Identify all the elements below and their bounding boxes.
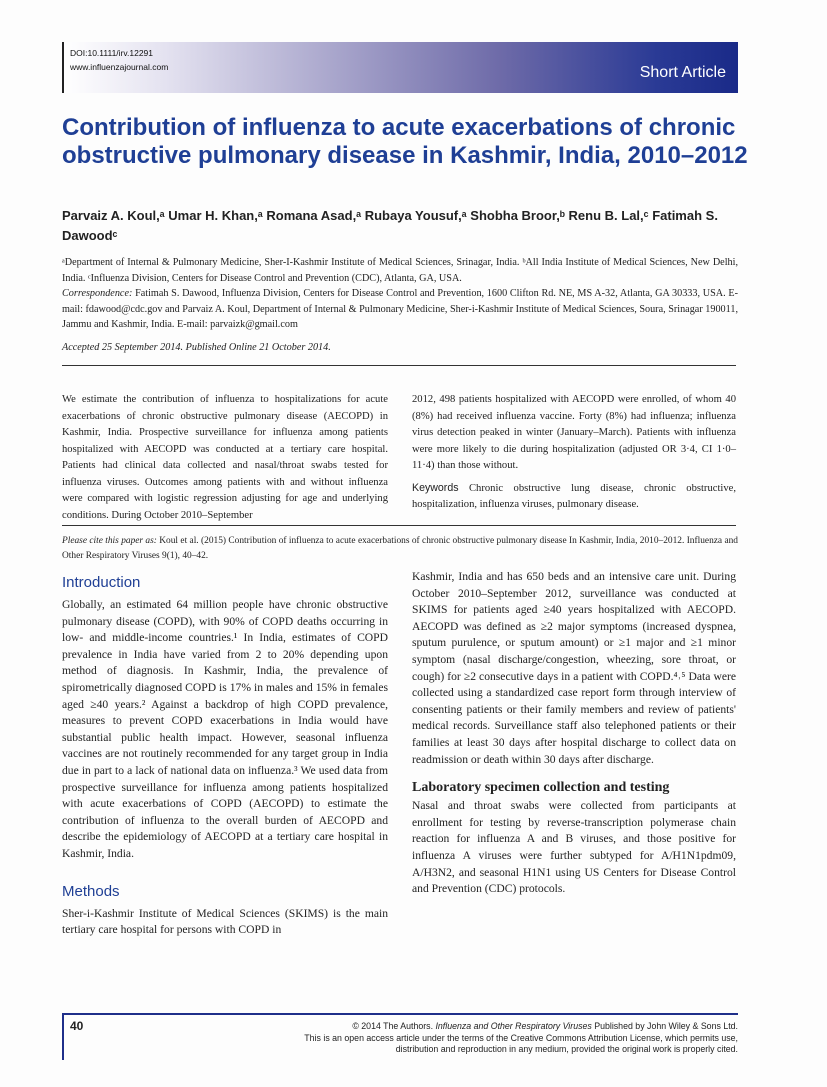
lab-heading: Laboratory specimen collection and testing bbox=[412, 780, 670, 796]
left-column bbox=[62, 574, 388, 939]
page-number: 40 bbox=[70, 1019, 84, 1033]
introduction-heading: Introduction bbox=[62, 574, 141, 591]
copyright-line: © 2014 The Authors. Influenza and Other Respiratory Viruses Published by John Wiley & Sons Ltd. bbox=[352, 1021, 738, 1031]
correspondence-text: Fatimah S. Dawood, Influenza Division, Centers for Disease Control and Prevention, 1600 Clifton Rd. NE, MS A-32, Atlanta, GA 30333, USA. E-mail: fdawood@cdc.gov and Parvaiz A. Koul, Department of Internal & Pulmonary Medicine, Sher-i-Kashmir Institute of Medical Sciences, Soura, Srinagar 190011, Jammu and Kashmir, India. E-mail: parvaizk@gmail.com bbox=[62, 288, 738, 330]
keywords bbox=[412, 480, 736, 514]
page-footer bbox=[62, 1013, 738, 1060]
abstract-right-text: 2012, 498 patients hospitalized with AECOPD were enrolled, of whom 40 (8%) had received influenza vaccine. Forty (8%) had influenza; influenza virus detection peaked in winter (January–March). Patients with influenza were more likely to die during hospitalization (adjusted OR 3·4, CI 1·0–11·4) than those without. bbox=[412, 394, 736, 471]
keywords-text: Chronic obstructive lung disease, chronic obstructive, hospitalization, influenza viruses, pulmonary disease. bbox=[412, 482, 736, 510]
correspondence-label: Correspondence: bbox=[62, 288, 133, 299]
affiliations: ᵃDepartment of Internal & Pulmonary Medicine, Sher-I-Kashmir Institute of Medical Sciences, Srinagar, India. ᵇAll India Institute of Medical Sciences, New Delhi, India. ᶜInfluenza Division, Centers for Disease Control and Prevention (CDC), Atlanta, GA, USA. bbox=[62, 257, 738, 284]
doi: DOI:10.1111/irv.12291 bbox=[70, 48, 154, 58]
license-line-2: distribution and reproduction in any medium, provided the original work is properly cited. bbox=[395, 1044, 738, 1054]
lab-text: Nasal and throat swabs were collected from participants at enrollment for testing by reverse-transcription polymerase chain reaction for influenza A and B viruses, and those positive for influenza A viruses were further subtyped for A/H1N1pdm09, A/H3N2, and seasonal H1N1 using US Centers for Disease Control and Prevention (CDC) protocols. bbox=[412, 799, 736, 896]
right-column bbox=[412, 569, 736, 898]
methods-heading: Methods bbox=[62, 882, 120, 900]
abstract-left: We estimate the contribution of influenza to hospitalizations for acute exacerbations of chronic obstructive pulmonary disease (AECOPD) in Kashmir, India. Prospective surveillance for influenza among patients hospitalized with AECOPD was conducted at a tertiary care hospital. Patients had clinical data collected and nasal/throat swabs tested for influenza viruses. Outcomes among patients with and without influenza were compared with logistic regression adjusting for age and underlying conditions. During October 2010–September bbox=[62, 394, 388, 521]
license-line-1: This is an open access article under the terms of the Creative Commons Attribution License, which permits use, bbox=[304, 1032, 738, 1043]
keywords-label: Keywords bbox=[412, 481, 459, 494]
correspondence bbox=[62, 286, 738, 333]
author-list: Parvaiz A. Koul,ᵃ Umar H. Khan,ᵃ Romana Asad,ᵃ Rubaya Yousuf,ᵃ Shobha Broor,ᵇ Renu B. Lal,ᶜ Fatimah S. Dawoodᶜ bbox=[62, 208, 718, 243]
journal-website-link[interactable]: www.influenzajournal.com bbox=[70, 62, 169, 72]
article-type-label: Short Article bbox=[639, 64, 726, 81]
publication-dates: Accepted 25 September 2014. Published Online 21 October 2014. bbox=[62, 342, 331, 353]
methods-text: Sher-i-Kashmir Institute of Medical Sciences (SKIMS) is the main tertiary care hospital for persons with COPD in bbox=[62, 906, 388, 937]
citation-text: Koul et al. (2015) Contribution of influenza to acute exacerbations of chronic obstructive pulmonary disease In Kashmir, India, 2010–2012. Influenza and Other Respiratory Viruses 9(1), 40–42. bbox=[62, 536, 738, 561]
copyright-notice bbox=[138, 1021, 738, 1056]
abstract-top-divider bbox=[62, 365, 736, 366]
citation-label: Please cite this paper as: bbox=[62, 536, 157, 546]
journal-header-banner bbox=[62, 42, 738, 93]
abstract-bottom-divider bbox=[62, 525, 736, 526]
introduction-text: Globally, an estimated 64 million people have chronic obstructive pulmonary disease (COPD), with 90% of COPD deaths occurring in low- and middle-income countries.¹ In India, estimates of COPD prevalence in India have varied from 2 to 20% depending upon method of diagnosis. In Kashmir, India, the prevalence of spirometrically diagnosed COPD is 17% in males and 15% in females aged ≥40 years.² Against a backdrop of high COPD prevalence, measures to prevent COPD exacerbations in India would have substantial public health impact. However, seasonal influenza vaccines are not routinely recommended for any target group in India due in part to a lack of national data on influenza.³ We used data from prospective surveillance for influenza among patients hospitalized with acute exacerbations of COPD (AECOPD) to estimate the contribution of influenza to the overall burden of AECOPD and describe the epidemiology of AECOPD at a tertiary care hospital in Kashmir, India. bbox=[62, 598, 388, 860]
citation bbox=[62, 534, 738, 564]
article-title: Contribution of influenza to acute exacerbations of chronic obstructive pulmonary disease in Kashmir, India, 2010–2012 bbox=[62, 114, 748, 169]
methods-text-continued: Kashmir, India and has 650 beds and an intensive care unit. During October 2010–September 2012, surveillance was conducted at SKIMS for patients aged ≥40 years hospitalized with AECOPD. AECOPD was defined as ≥2 major symptoms (increased dyspnea, sputum purulence, or sputum amount) or ≥1 major and ≥1 minor symptom (nasal discharge/congestion, wheezing, sore throat, or cough) for ≥2 consecutive days in a patient with COPD.⁴˒⁵ Data were collected using a standardized case report form through interview of consenting patients or their family members and review of patients' medical records. Surveillance staff also telephoned patients or their families at least 30 days after hospital discharge to collect data on readmission or death within 30 days after discharge. bbox=[412, 570, 736, 766]
abstract-right bbox=[412, 392, 736, 514]
